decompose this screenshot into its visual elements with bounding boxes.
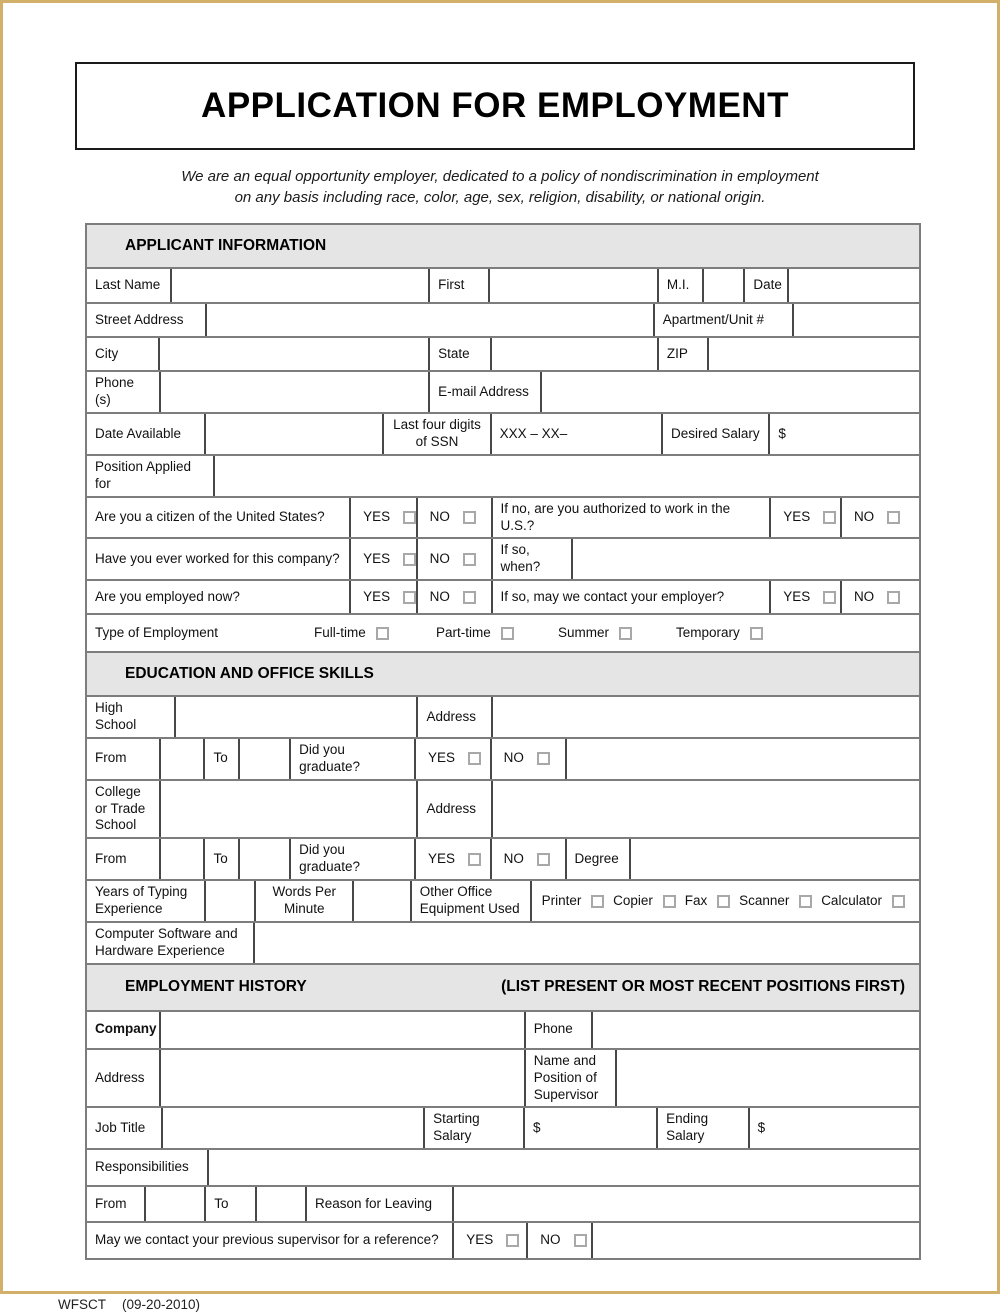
- ending-salary-input[interactable]: $: [748, 1108, 919, 1148]
- hs-from-input[interactable]: [159, 739, 204, 779]
- position-applied-label: Position Applied for: [95, 458, 192, 491]
- company-label: Company: [95, 1021, 157, 1037]
- contact-employer-no-checkbox[interactable]: [887, 591, 900, 604]
- row-college-dates-graduate: [87, 837, 919, 879]
- starting-salary-input[interactable]: $: [523, 1108, 656, 1148]
- zip-label: ZIP: [657, 338, 707, 370]
- hs-from-label: From: [95, 750, 127, 766]
- college-address-label: Address: [416, 781, 490, 838]
- yes-label: YES: [427, 750, 455, 766]
- hs-graduate-question-label: Did you graduate?: [289, 739, 414, 779]
- job-title-label: Job Title: [95, 1119, 146, 1135]
- hs-address-input[interactable]: [491, 697, 919, 737]
- section-subtitle: (LIST PRESENT OR MOST RECENT POSITIONS FIRST): [501, 978, 905, 996]
- last-name-input[interactable]: [170, 269, 428, 302]
- employed-now-yes-option: [349, 581, 416, 613]
- ending-salary-label: Ending Salary: [656, 1108, 748, 1148]
- row-hs-dates-graduate: [87, 737, 919, 779]
- hs-graduate-no-option: [490, 739, 565, 779]
- row-type-of-employment: [87, 613, 919, 651]
- contact-employer-yes-checkbox[interactable]: [823, 591, 836, 604]
- reason-for-leaving-label: Reason for Leaving: [305, 1187, 452, 1221]
- fax-option: [685, 893, 731, 910]
- city-input[interactable]: [158, 338, 428, 370]
- disclaimer-line-2: on any basis including race, color, age, sex, religion, disability, or national origin.: [234, 188, 766, 206]
- middle-initial-label: M.I.: [657, 269, 702, 302]
- row-employment-dates-reason: [87, 1185, 919, 1221]
- part-time-option: [436, 625, 558, 642]
- row-responsibilities: [87, 1148, 919, 1185]
- college-to-input[interactable]: [238, 839, 290, 879]
- yes-label: YES: [363, 509, 391, 525]
- company-address-input[interactable]: [159, 1050, 523, 1107]
- reference-yes-checkbox[interactable]: [506, 1234, 519, 1247]
- application-table: [85, 223, 921, 1260]
- copier-label: Copier: [613, 892, 653, 908]
- type-of-employment-label: Type of Employment: [95, 624, 219, 640]
- equal-opportunity-statement: [3, 167, 997, 208]
- college-label: College or Trade School: [95, 783, 146, 833]
- row-employed-now-question: [87, 579, 919, 613]
- degree-input[interactable]: [629, 839, 919, 879]
- full-time-checkbox[interactable]: [376, 627, 389, 640]
- college-from-input[interactable]: [159, 839, 204, 879]
- part-time-label: Part-time: [436, 624, 491, 640]
- form-title-banner: [75, 62, 915, 150]
- no-label: NO: [503, 750, 524, 766]
- temporary-option: [676, 625, 763, 642]
- printer-checkbox[interactable]: [591, 895, 604, 908]
- printer-option: [542, 893, 605, 910]
- full-time-label: Full-time: [314, 624, 366, 640]
- hs-graduate-no-checkbox[interactable]: [537, 752, 550, 765]
- row-office-skills: [87, 879, 919, 921]
- college-graduate-yes-option: [414, 839, 490, 879]
- college-address-input[interactable]: [491, 781, 920, 838]
- employment-to-input[interactable]: [255, 1187, 305, 1221]
- worked-before-no-checkbox[interactable]: [463, 553, 476, 566]
- no-label: NO: [429, 550, 450, 566]
- no-label: NO: [503, 850, 524, 866]
- desired-salary-input[interactable]: $: [768, 414, 919, 454]
- form-revision-date: (09-20-2010): [122, 1297, 201, 1312]
- temporary-checkbox[interactable]: [750, 627, 763, 640]
- citizen-question-label: Are you a citizen of the United States?: [95, 509, 325, 525]
- typing-years-label: Years of Typing Experience: [95, 884, 188, 916]
- employed-now-question-label: Are you employed now?: [95, 588, 240, 604]
- contact-employer-yes-option: [769, 581, 840, 613]
- supervisor-input[interactable]: [615, 1050, 919, 1107]
- apartment-label: Apartment/Unit #: [653, 304, 792, 336]
- street-address-label: Street Address: [95, 311, 184, 327]
- row-city-state-zip: [87, 336, 919, 370]
- starting-salary-label: Starting Salary: [423, 1108, 523, 1148]
- middle-initial-input[interactable]: [702, 269, 744, 302]
- scanner-checkbox[interactable]: [799, 895, 812, 908]
- college-from-label: From: [95, 850, 127, 866]
- fax-checkbox[interactable]: [717, 895, 730, 908]
- if-so-when-label: If so, when?: [491, 539, 572, 579]
- employment-to-label: To: [204, 1187, 255, 1221]
- row-high-school: [87, 695, 919, 737]
- computer-experience-label: Computer Software and Hardware Experience: [95, 926, 238, 958]
- phone-label: Phone (s): [95, 375, 135, 408]
- summer-option: [558, 625, 676, 642]
- equipment-options-cell: [530, 881, 919, 921]
- hs-graduate-yes-option: [414, 739, 490, 779]
- worked-before-yes-checkbox[interactable]: [403, 553, 416, 566]
- college-graduate-yes-checkbox[interactable]: [468, 853, 481, 866]
- reference-no-checkbox[interactable]: [574, 1234, 587, 1247]
- date-available-input[interactable]: [204, 414, 382, 454]
- reference-notes-input[interactable]: [591, 1223, 919, 1258]
- form-code: WFSCT: [58, 1297, 106, 1312]
- copier-checkbox[interactable]: [663, 895, 676, 908]
- part-time-checkbox[interactable]: [501, 627, 514, 640]
- typing-years-input[interactable]: [204, 881, 254, 921]
- authorized-question-label: If no, are you authorized to work in the U.S.?: [491, 498, 770, 538]
- no-label: NO: [429, 509, 450, 525]
- desired-salary-label: Desired Salary: [661, 414, 768, 454]
- section-title: EDUCATION AND OFFICE SKILLS: [125, 665, 374, 683]
- ssn-label: Last four digits of SSN: [382, 414, 489, 454]
- no-label: NO: [429, 588, 450, 604]
- high-school-label: High School: [95, 700, 137, 732]
- reference-question-label: May we contact your previous supervisor for a reference?: [95, 1232, 439, 1248]
- last-name-label: Last Name: [95, 277, 161, 293]
- reference-yes-option: [452, 1223, 526, 1258]
- calculator-option: [821, 893, 905, 910]
- section-header-applicant-information: [87, 225, 919, 267]
- reason-for-leaving-input[interactable]: [452, 1187, 919, 1221]
- responsibilities-input[interactable]: [207, 1150, 919, 1185]
- no-label: NO: [540, 1232, 561, 1248]
- employed-now-no-checkbox[interactable]: [463, 591, 476, 604]
- summer-label: Summer: [558, 624, 610, 640]
- scanner-label: Scanner: [739, 892, 790, 908]
- row-company-phone: [87, 1010, 919, 1048]
- form-footer: [58, 1297, 997, 1312]
- page-title: APPLICATION FOR EMPLOYMENT: [201, 86, 789, 125]
- yes-label: YES: [363, 550, 391, 566]
- row-reference-question: [87, 1221, 919, 1258]
- ssn-input[interactable]: XXX – XX–: [490, 414, 661, 454]
- position-applied-input[interactable]: [213, 456, 919, 496]
- company-address-label: Address: [95, 1069, 145, 1085]
- authorized-no-option: [840, 498, 919, 538]
- if-so-when-input[interactable]: [571, 539, 919, 579]
- supervisor-label: Name and Position of Supervisor: [524, 1050, 616, 1107]
- date-input[interactable]: [787, 269, 919, 302]
- degree-label: Degree: [565, 839, 629, 879]
- citizen-no-checkbox[interactable]: [463, 511, 476, 524]
- summer-checkbox[interactable]: [619, 627, 632, 640]
- row-computer-experience: [87, 921, 919, 963]
- yes-label: YES: [363, 588, 391, 604]
- row-college: [87, 779, 919, 838]
- job-title-input[interactable]: [161, 1108, 423, 1148]
- hs-graduate-notes-input[interactable]: [565, 739, 919, 779]
- citizen-yes-checkbox[interactable]: [403, 511, 416, 524]
- yes-label: YES: [427, 850, 455, 866]
- first-name-label: First: [428, 269, 488, 302]
- authorized-yes-option: [769, 498, 840, 538]
- wpm-input[interactable]: [352, 881, 409, 921]
- disclaimer-line-1: We are an equal opportunity employer, dedicated to a policy of nondiscrimination in employment: [181, 168, 819, 185]
- city-label: City: [95, 345, 119, 361]
- responsibilities-label: Responsibilities: [95, 1159, 189, 1175]
- state-input[interactable]: [490, 338, 657, 370]
- worked-before-no-option: [416, 539, 491, 579]
- employment-from-label: From: [95, 1195, 127, 1211]
- email-input[interactable]: [540, 372, 919, 412]
- no-label: NO: [853, 588, 875, 604]
- section-header-education: [87, 651, 919, 695]
- first-name-input[interactable]: [488, 269, 657, 302]
- row-name-fields: [87, 267, 919, 302]
- employed-now-no-option: [416, 581, 491, 613]
- hs-to-input[interactable]: [238, 739, 290, 779]
- section-title: EMPLOYMENT HISTORY: [125, 978, 307, 996]
- phone-input[interactable]: [159, 372, 428, 412]
- contact-employer-question-label: If so, may we contact your employer?: [491, 581, 770, 613]
- calculator-label: Calculator: [821, 892, 882, 908]
- contact-employer-no-option: [840, 581, 919, 613]
- employment-from-input[interactable]: [144, 1187, 205, 1221]
- zip-input[interactable]: [707, 338, 919, 370]
- citizen-no-option: [416, 498, 491, 538]
- company-phone-label: Phone: [524, 1012, 591, 1048]
- hs-to-label: To: [203, 739, 237, 779]
- citizen-yes-option: [349, 498, 416, 538]
- section-title: APPLICANT INFORMATION: [125, 237, 327, 255]
- section-header-employment-history: [87, 963, 919, 1010]
- yes-label: YES: [783, 588, 811, 604]
- computer-experience-input[interactable]: [253, 923, 919, 963]
- apartment-input[interactable]: [792, 304, 919, 336]
- yes-label: YES: [466, 1232, 494, 1248]
- reference-no-option: [526, 1223, 591, 1258]
- hs-address-label: Address: [416, 697, 490, 737]
- row-position-applied: [87, 454, 919, 496]
- row-citizen-question: [87, 496, 919, 538]
- street-address-input[interactable]: [205, 304, 653, 336]
- college-graduate-question-label: Did you graduate?: [289, 839, 414, 879]
- calculator-checkbox[interactable]: [892, 895, 905, 908]
- temporary-label: Temporary: [676, 624, 740, 640]
- fax-label: Fax: [684, 892, 708, 908]
- worked-before-yes-option: [349, 539, 416, 579]
- type-of-employment-cell: [87, 615, 919, 651]
- printer-label: Printer: [541, 892, 582, 908]
- authorized-yes-checkbox[interactable]: [823, 511, 836, 524]
- hs-graduate-yes-checkbox[interactable]: [468, 752, 481, 765]
- date-available-label: Date Available: [95, 425, 182, 441]
- email-label: E-mail Address: [428, 372, 540, 412]
- high-school-input[interactable]: [174, 697, 416, 737]
- college-graduate-no-checkbox[interactable]: [537, 853, 550, 866]
- college-to-label: To: [203, 839, 237, 879]
- college-input[interactable]: [159, 781, 417, 838]
- row-worked-before-question: [87, 537, 919, 579]
- copier-option: [613, 893, 676, 910]
- row-availability-salary: [87, 412, 919, 454]
- authorized-no-checkbox[interactable]: [887, 511, 900, 524]
- company-phone-input[interactable]: [591, 1012, 919, 1048]
- no-label: NO: [853, 509, 875, 525]
- row-phone-email: [87, 370, 919, 412]
- date-label: Date: [743, 269, 787, 302]
- full-time-option: [314, 625, 436, 642]
- row-company-address-supervisor: [87, 1048, 919, 1107]
- other-equipment-label: Other Office Equipment Used: [410, 881, 530, 921]
- wpm-label: Words Per Minute: [254, 881, 352, 921]
- row-street-address: [87, 302, 919, 336]
- college-graduate-no-option: [490, 839, 565, 879]
- yes-label: YES: [783, 509, 811, 525]
- employed-now-yes-checkbox[interactable]: [403, 591, 416, 604]
- company-input[interactable]: [159, 1012, 523, 1048]
- row-job-title-salary: [87, 1106, 919, 1148]
- worked-before-question-label: Have you ever worked for this company?: [95, 550, 340, 566]
- scanner-option: [739, 893, 812, 910]
- state-label: State: [428, 338, 490, 370]
